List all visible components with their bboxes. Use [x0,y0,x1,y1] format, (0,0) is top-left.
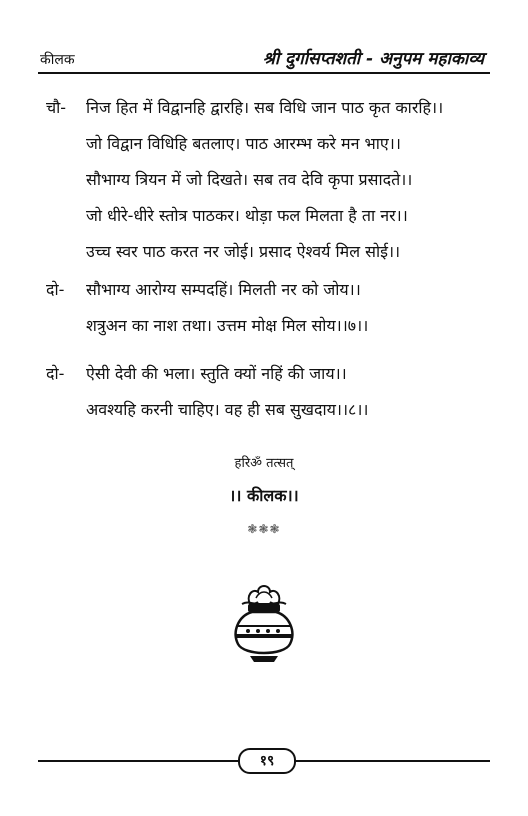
stanza-tag: चौ- [46,98,67,117]
verse-text: उच्च स्वर पाठ करत नर जोई। प्रसाद ऐश्वर्य मिल सोई।। [86,242,401,261]
verse-text: जो धीरे-धीरे स्तोत्र पाठकर। थोड़ा फल मिलता है ता नर।। [86,206,408,225]
page-number: १९ [238,748,296,774]
verse-line [46,168,498,204]
verse-text: निज हित में विद्वानहि द्वारहि। सब विधि जान पाठ कृत कारहि।। [86,98,444,117]
stanza-doha-1 [46,278,498,350]
verse-text: शत्रुअन का नाश तथा। उत्तम मोक्ष मिल सोय।।७।। [86,316,369,335]
header-rule [38,72,490,74]
verse-text: जो विद्वान विधिहि बतलाए। पाठ आरम्भ करे मन भाए।। [86,134,401,153]
verse-text: ऐसी देवी की भला। स्तुति क्यों नहिं की जाय।। [86,364,347,383]
ornament-icon: ❃❃❃ [247,522,281,536]
verse-text: सौभाग्य आरोग्य सम्पदहिं। मिलती नर को जोय।। [86,280,361,299]
kalash-icon [228,584,300,662]
stanza-chaupai [46,96,498,276]
verse-line [46,398,498,434]
stanza-tag: दो- [46,280,65,299]
chapter-end-title: ।। कीलक।। [229,486,299,505]
verse-text: सौभाग्य त्रियन में जो दिखते। सब तव देवि कृपा प्रसादते।। [86,170,413,189]
stanza-doha-2 [46,362,498,434]
verse-line [46,314,498,350]
header-left-title: कीलक [40,52,75,68]
verse-line [46,204,498,240]
verse-text: अवश्यहि करनी चाहिए। वह ही सब सुखदाय।।८।। [86,400,369,419]
hari-om-tatsat: हरिॐ तत्सत् [234,456,294,471]
stanza-tag: दो- [46,364,65,383]
verse-line [46,362,498,398]
verse-line [46,132,498,168]
header-book-title: श्री दुर्गासप्तशती - अनुपम महाकाव्य [262,49,484,69]
verse-line [46,96,498,132]
verse-line [46,278,498,314]
verse-line [46,240,498,276]
